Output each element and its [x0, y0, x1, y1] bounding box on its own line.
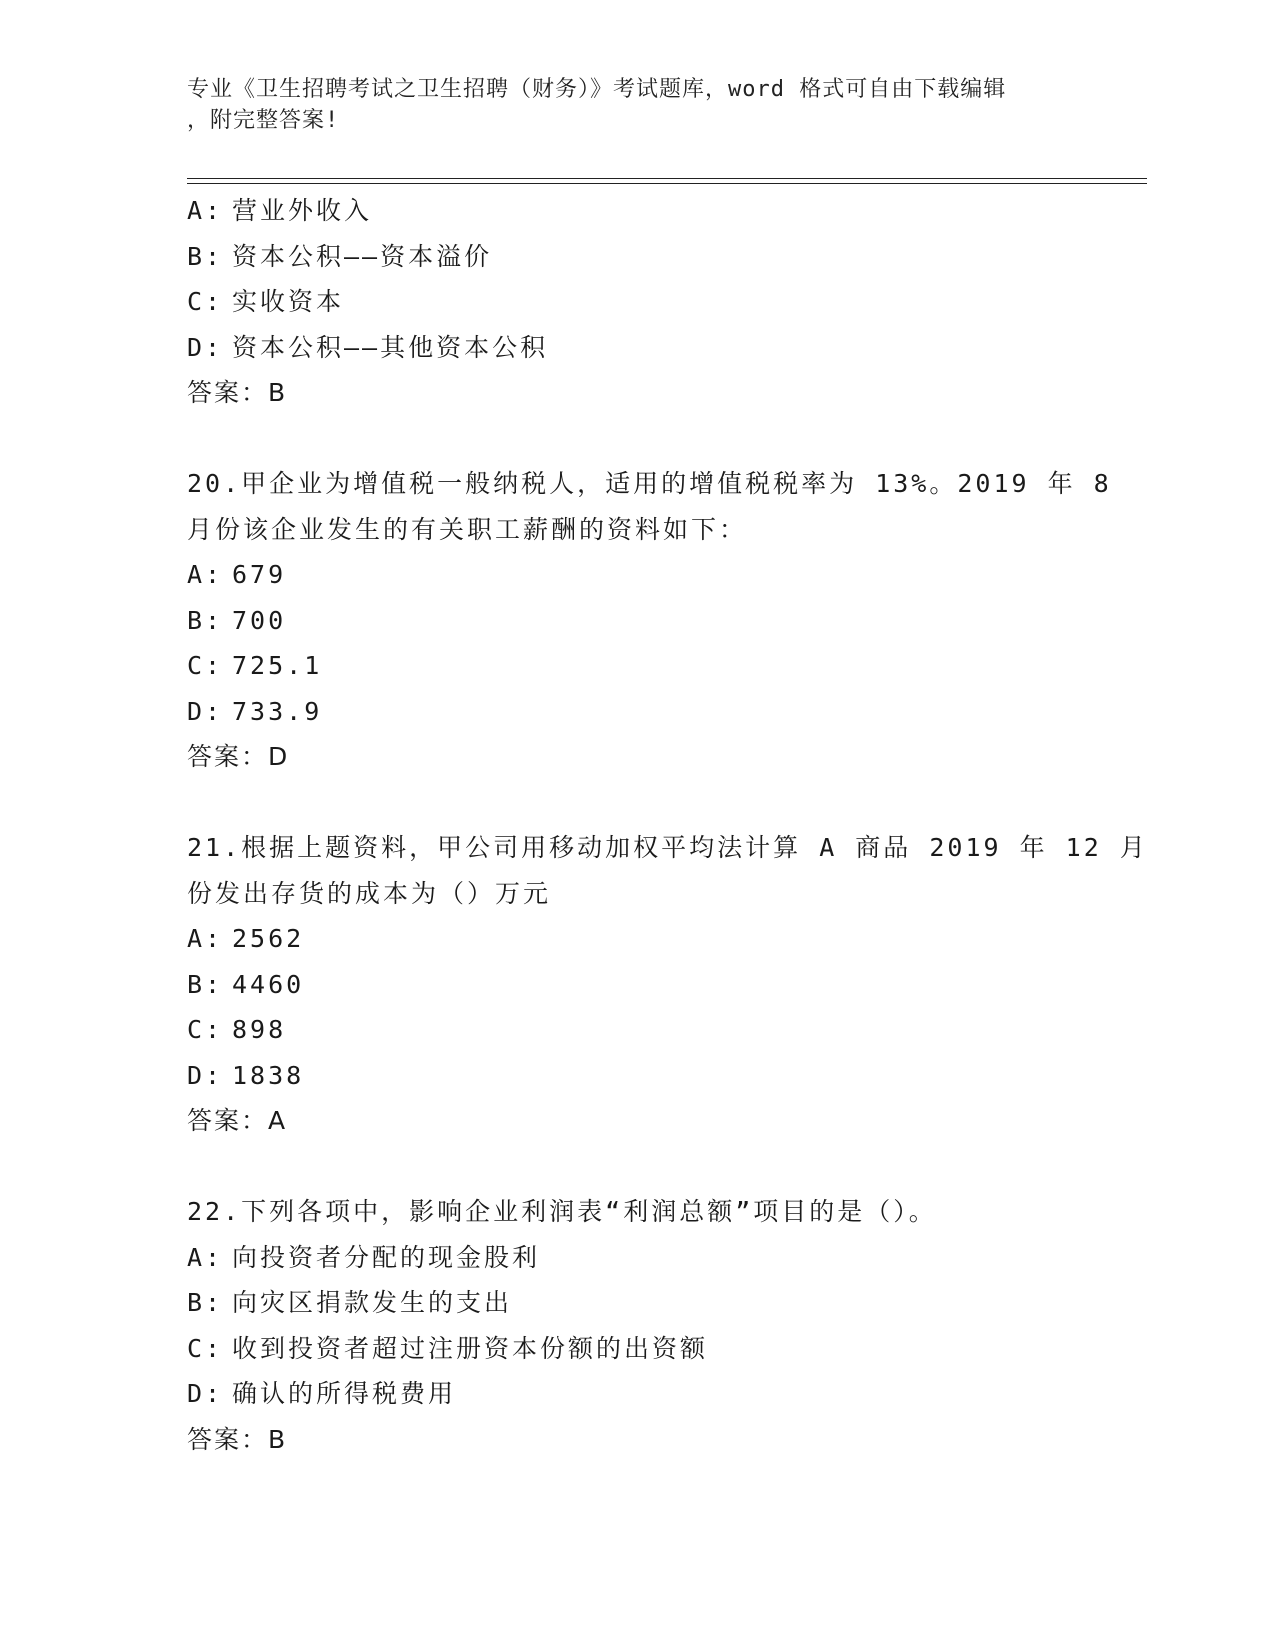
option-key: D: [187, 1379, 224, 1408]
option-b [187, 234, 1087, 280]
header-divider-top [187, 178, 1147, 179]
answer-line: 答案：B [187, 1424, 288, 1454]
option-key: D: [187, 332, 224, 362]
question-stem: 21.根据上题资料，甲公司用移动加权平均法计算 A 商品 2019 年 12 月 [187, 833, 1148, 862]
question-19 [187, 188, 1087, 416]
header-line-1: 专业《卫生招聘考试之卫生招聘（财务）》考试题库，word 格式可自由下载编辑 [187, 77, 1007, 102]
option-text: 898 [232, 1015, 287, 1044]
option-a [187, 916, 1087, 962]
option-key: A: [187, 196, 224, 225]
option-d [187, 1053, 1087, 1099]
answer-line: 答案：B [187, 378, 288, 407]
question-list [187, 188, 1148, 1462]
option-a [187, 188, 1087, 234]
option-text: 收到投资者超过注册资本份额的出资额 [232, 1333, 709, 1363]
option-text: 确认的所得税费用 [232, 1379, 457, 1408]
option-a [187, 552, 1087, 598]
option-text: 1838 [232, 1060, 305, 1090]
option-text: 营业外收入 [232, 196, 373, 225]
option-b [187, 1280, 1087, 1326]
option-text: 向投资者分配的现金股利 [232, 1242, 541, 1272]
question-stem: 份发出存货的成本为（）万元 [187, 878, 552, 908]
option-c [187, 279, 1087, 325]
question-22 [187, 1189, 1087, 1462]
option-d [187, 325, 1087, 371]
option-text: 725.1 [232, 651, 323, 680]
option-text: 733.9 [232, 696, 323, 726]
header-divider-bottom [187, 183, 1147, 184]
option-key: B: [187, 969, 224, 999]
header-line-2: ，附完整答案! [187, 108, 340, 133]
option-key: D: [187, 696, 224, 726]
question-stem: 20.甲企业为增值税一般纳税人，适用的增值税税率为 13%。2019 年 8 [187, 469, 1112, 498]
question-stem: 月份该企业发生的有关职工薪酬的资料如下： [187, 514, 748, 544]
option-key: A: [187, 924, 224, 953]
option-text: 实收资本 [232, 287, 345, 316]
option-text: 资本公积——其他资本公积 [232, 332, 549, 362]
option-text: 700 [232, 605, 287, 635]
document-header [187, 74, 1067, 136]
answer-line: 答案：A [187, 1106, 288, 1135]
option-text: 资本公积——资本溢价 [232, 241, 493, 271]
option-key: B: [187, 605, 224, 635]
option-key: A: [187, 1242, 224, 1272]
option-b [187, 962, 1087, 1008]
question-21 [187, 825, 1148, 1144]
option-text: 2562 [232, 924, 305, 953]
option-key: C: [187, 651, 224, 680]
option-b [187, 598, 1087, 644]
option-d [187, 1371, 1087, 1417]
option-key: C: [187, 1333, 224, 1363]
option-key: A: [187, 560, 224, 589]
option-text: 向灾区捐款发生的支出 [232, 1288, 513, 1317]
spacer [187, 416, 1087, 462]
option-d [187, 689, 1087, 735]
answer-line: 答案：D [187, 742, 290, 771]
spacer [187, 780, 1087, 826]
option-key: D: [187, 1060, 224, 1090]
option-key: B: [187, 1288, 224, 1317]
option-text: 4460 [232, 969, 305, 999]
option-c [187, 1007, 1087, 1053]
option-a [187, 1235, 1087, 1281]
question-stem: 22.下列各项中，影响企业利润表“利润总额”项目的是（）。 [187, 1197, 937, 1226]
option-text: 679 [232, 560, 287, 589]
question-20 [187, 461, 1112, 780]
option-key: C: [187, 1015, 224, 1044]
option-key: C: [187, 287, 224, 316]
option-key: B: [187, 241, 224, 271]
option-c [187, 1326, 1087, 1372]
spacer [187, 1144, 1087, 1190]
option-c [187, 643, 1087, 689]
